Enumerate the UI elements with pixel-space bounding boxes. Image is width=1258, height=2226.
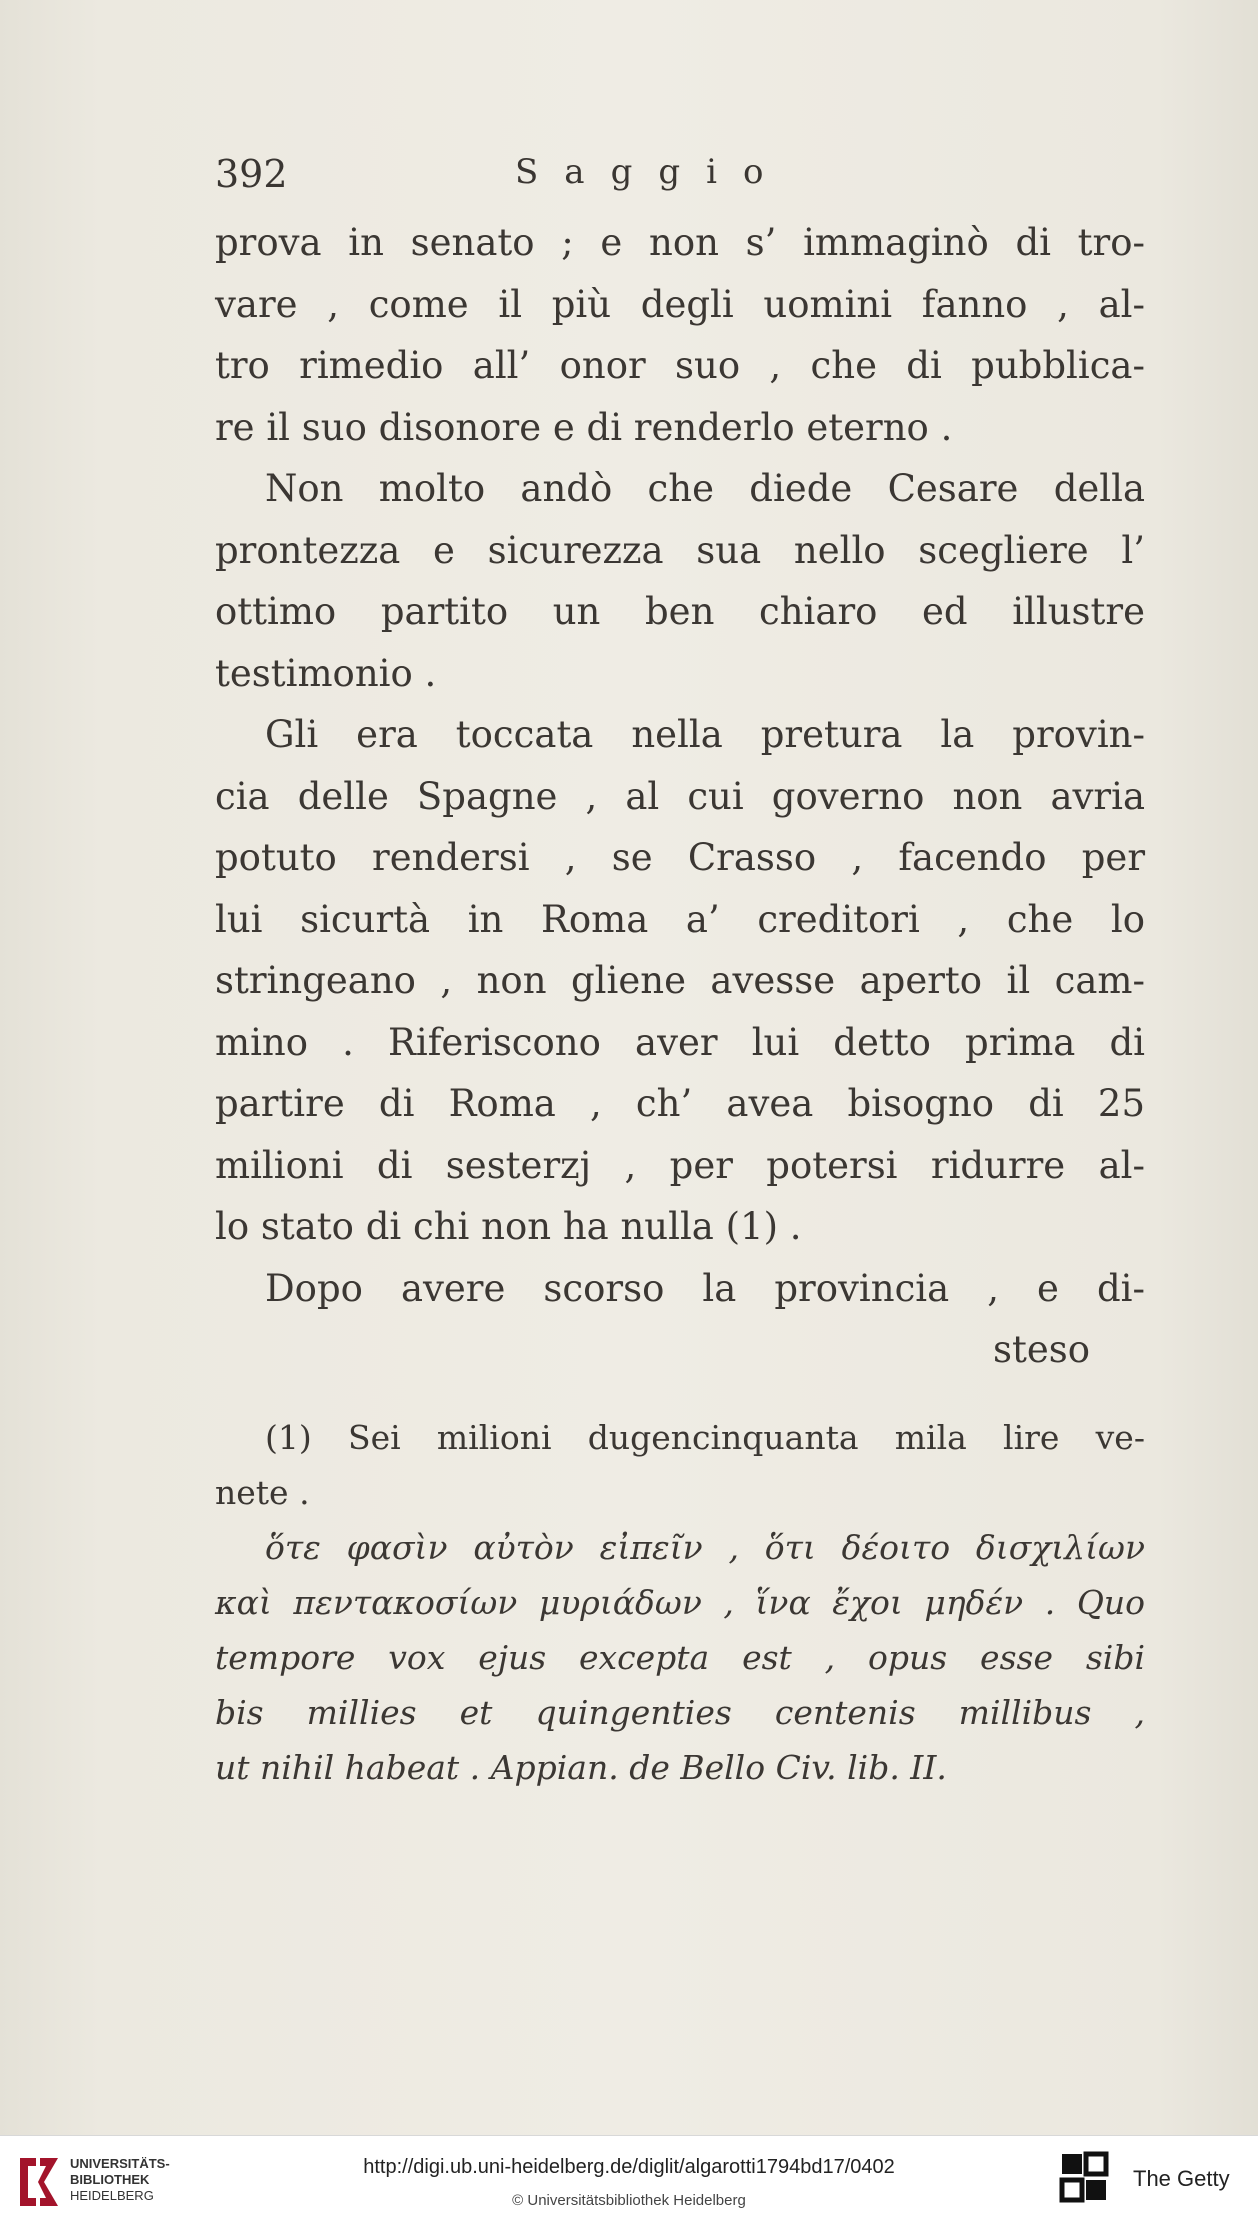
body-text: [215, 212, 1145, 1381]
text-line: ottimo partito un ben chiaro ed illustre: [215, 590, 1145, 633]
permalink-url[interactable]: http://digi.ub.uni-heidelberg.de/diglit/algarotti1794bd17/0402: [363, 2156, 895, 2178]
text-line: potuto rendersi , se Crasso , facendo per: [215, 836, 1145, 879]
viewer-footer: [0, 2135, 1258, 2226]
footnote-line: (1) Sei milioni dugencinquanta mila lire ve-: [265, 1418, 1145, 1457]
text-line: prova in senato ; e non s’ immaginò di tro-: [215, 221, 1145, 264]
getty-logo-icon: [1058, 2150, 1114, 2210]
text-line: re il suo disonore e di renderlo eterno .: [215, 405, 953, 449]
text-line: lui sicurtà in Roma a’ creditori , che lo: [215, 897, 1145, 941]
text-line: partire di Roma , ch’ avea bisogno di 25: [215, 1082, 1145, 1125]
text-line: Non molto andò che diede Cesare della: [265, 467, 1145, 510]
text-line: testimonio .: [215, 651, 437, 695]
text-line: milioni di sesterzj , per potersi ridurre al-: [215, 1143, 1145, 1187]
text-line: mino . Riferiscono aver lui detto prima di: [215, 1020, 1145, 1064]
text-line: prontezza e sicurezza sua nello scegliere l’: [215, 528, 1145, 572]
page-number: 392: [215, 152, 288, 196]
running-title: Saggio: [515, 152, 790, 192]
partner-name: The Getty: [1133, 2166, 1230, 2191]
text-line: cia delle Spagne , al cui governo non avria: [215, 774, 1145, 818]
text-line: stringeano , non gliene avesse aperto il cam-: [215, 959, 1145, 1002]
footnote-line: nete .: [215, 1473, 310, 1512]
text-line: lo stato di chi non ha nulla (1) .: [215, 1205, 802, 1248]
text-line: Gli era toccata nella pretura la provin-: [265, 713, 1145, 756]
footnote: [215, 1410, 1145, 1795]
footnote-greek-line: ὅτε φασὶν αὐτὸν εἰπεῖν , ὅτι δέοιτο δισχιλίων: [265, 1528, 1145, 1567]
copyright-notice: © Universitätsbibliothek Heidelberg: [512, 2192, 746, 2209]
footnote-greek-line: καὶ πεντακοσίων μυριάδων , ἵνα ἔχοι μηδέν . Quo: [215, 1583, 1145, 1622]
text-line: tro rimedio all’ onor suo , che di pubblica-: [215, 344, 1145, 387]
university-name: UNIVERSITÄTS- BIBLIOTHEK HEIDELBERG: [70, 2156, 170, 2203]
text-line: vare , come il più degli uomini fanno , al-: [215, 282, 1145, 326]
footnote-latin-line: tempore vox ejus excepta est , opus esse sibi: [215, 1638, 1145, 1677]
text-line: Dopo avere scorso la provincia , e di-: [265, 1266, 1145, 1310]
footnote-latin-line: ut nihil habeat . Appian. de Bello Civ. lib. II.: [215, 1748, 947, 1787]
page-header: [215, 152, 1145, 202]
footnote-latin-line: bis millies et quingenties centenis millibus ,: [215, 1693, 1145, 1732]
catchword: steso: [992, 1328, 1090, 1371]
